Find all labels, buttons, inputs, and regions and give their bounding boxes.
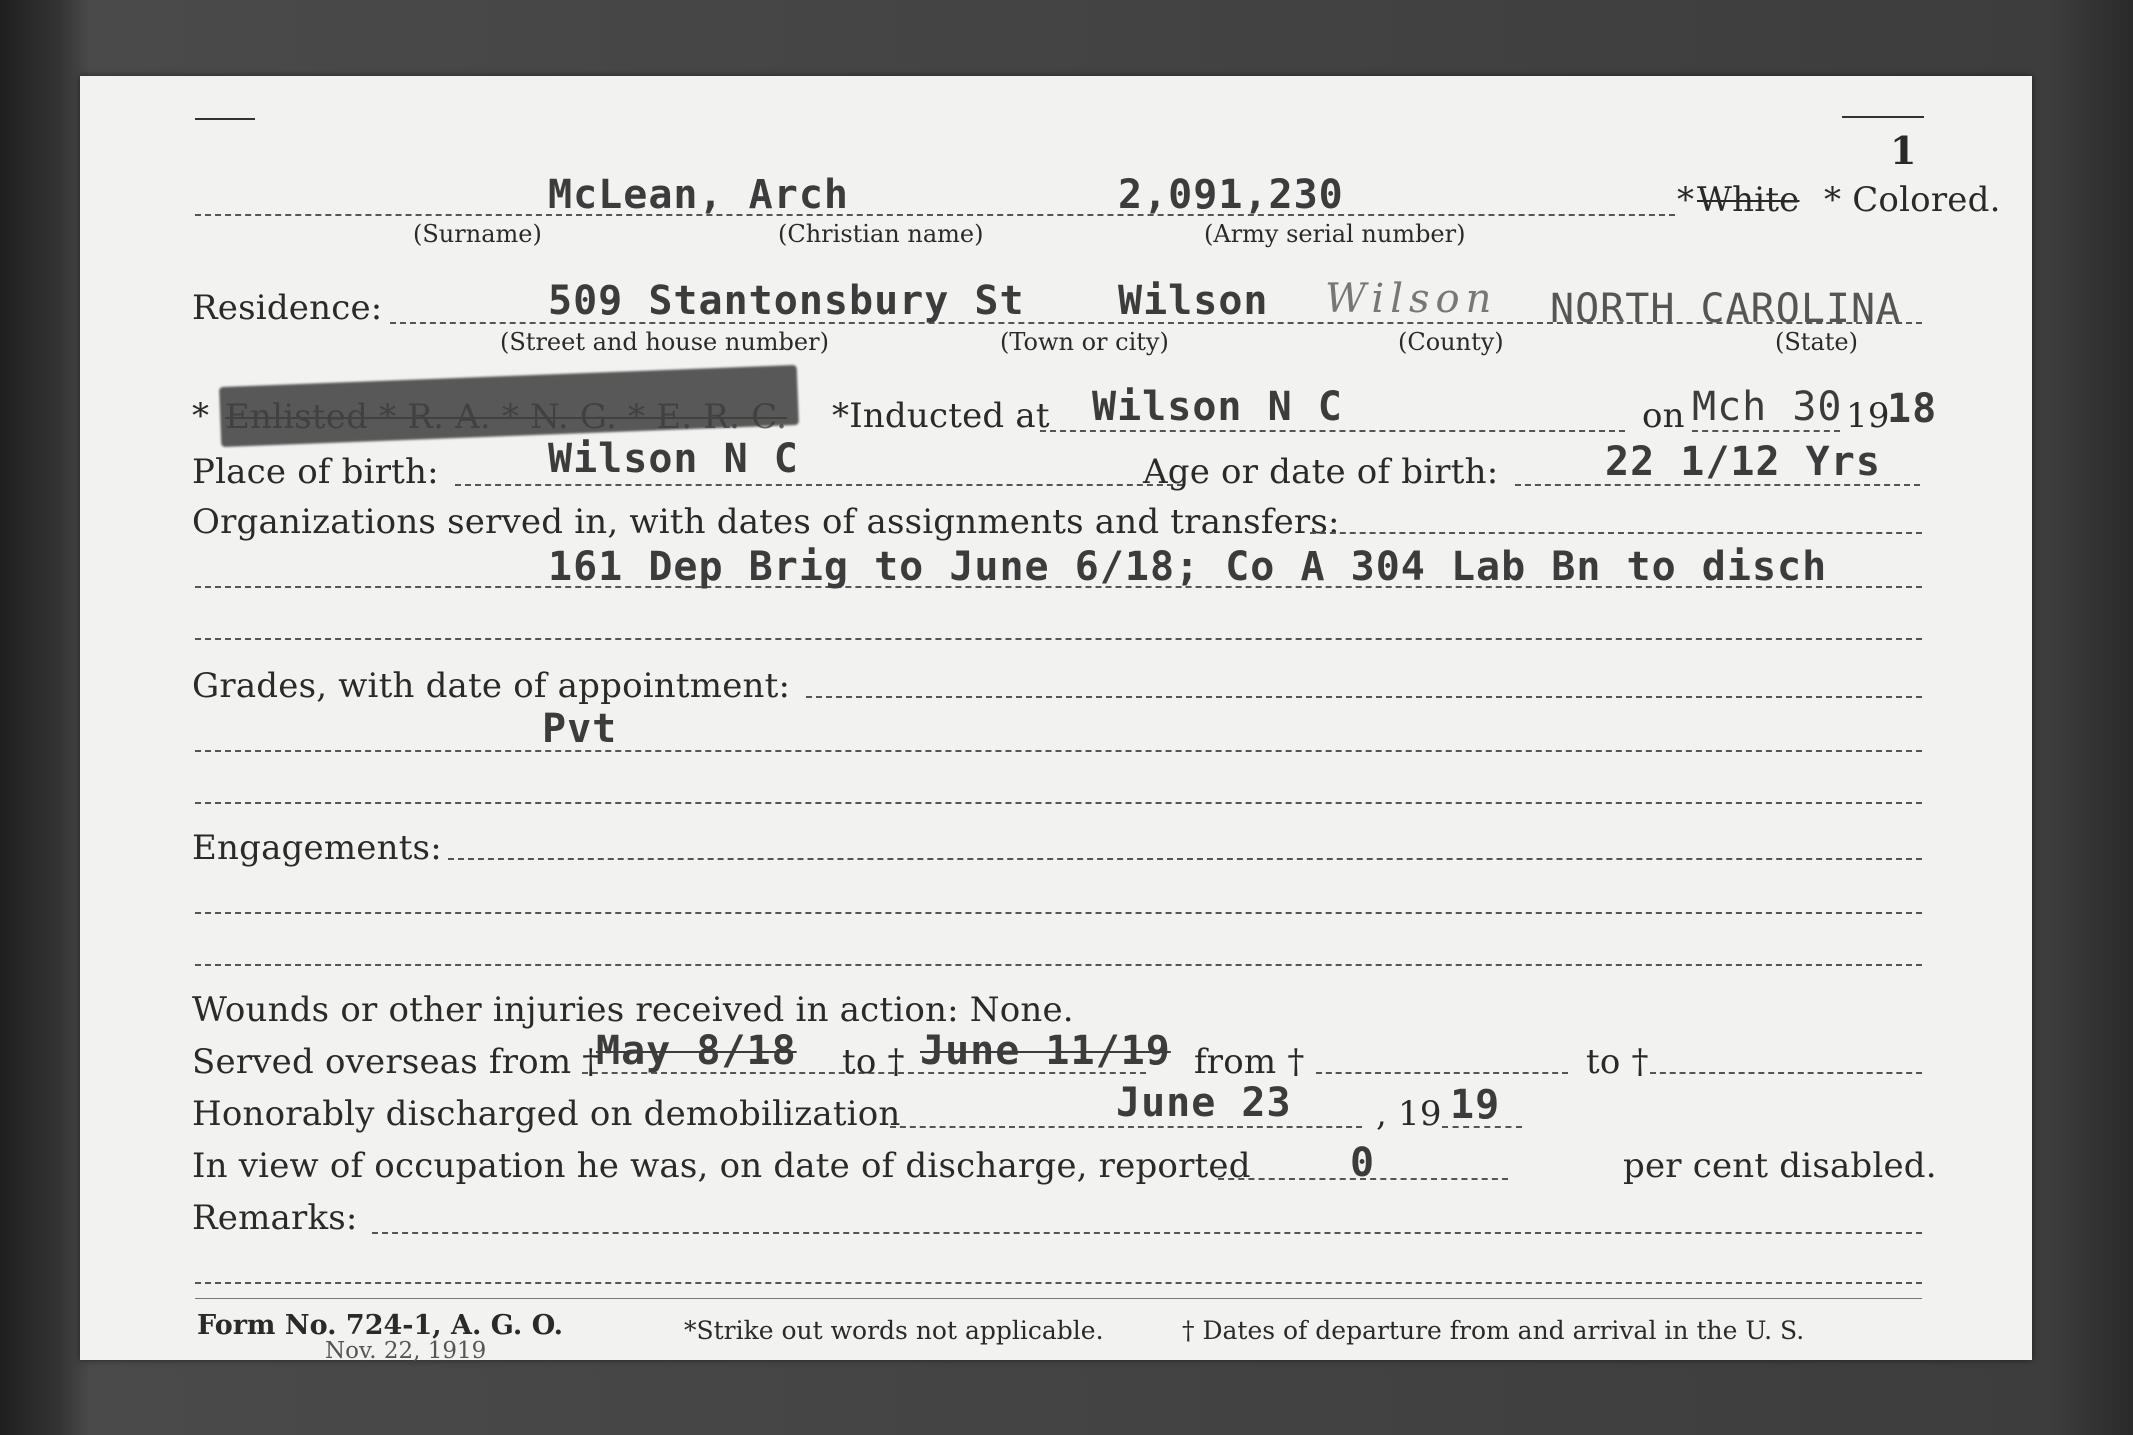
grades-line-1 <box>806 696 1922 698</box>
form-date: Nov. 22, 1919 <box>325 1338 487 1364</box>
organizations-value: 161 Dep Brig to June 6/18; Co A 304 Lab Bn to disch <box>548 544 1828 590</box>
remarks-line-1 <box>372 1232 1922 1234</box>
grades-line-2 <box>195 750 1922 752</box>
name-line <box>195 214 1675 216</box>
card-number: 1 <box>1890 128 1917 173</box>
birth-place: Wilson N C <box>548 436 799 482</box>
birth-age: 22 1/12 Yrs <box>1605 439 1881 485</box>
overseas-to2-label: to † <box>1586 1042 1649 1082</box>
residence-state: NORTH CAROLINA <box>1550 286 1902 332</box>
overseas-to-date: June 11/19 <box>920 1028 1171 1074</box>
organizations-line-1 <box>1310 532 1922 534</box>
disability-value: 0 <box>1350 1140 1376 1186</box>
race-white-struck: White <box>1697 180 1800 220</box>
race-asterisk: * <box>1677 180 1695 220</box>
race-colored: * Colored. <box>1824 180 2001 220</box>
induction-place: Wilson N C <box>1092 384 1343 430</box>
caption-surname: (Surname) <box>413 220 542 248</box>
surname-value: McLean, Arch <box>548 172 849 218</box>
grades-line-3 <box>195 802 1922 804</box>
engagements-line-1 <box>448 858 1922 860</box>
per-cent-label: per cent disabled. <box>1623 1146 1937 1186</box>
discharge-date: June 23 <box>1116 1080 1292 1126</box>
wounds-label: Wounds or other injuries received in action: None. <box>192 990 1074 1030</box>
discharge-date-line <box>890 1126 1362 1128</box>
overseas-from2-line <box>1316 1072 1568 1074</box>
induction-year-prefix: 19 <box>1846 396 1890 436</box>
enlisted-asterisk: * <box>192 396 210 436</box>
form-number: Form No. 724-1, A. G. O. <box>197 1310 564 1341</box>
caption-state: (State) <box>1775 328 1858 356</box>
occupation-label: In view of occupation he was, on date of discharge, reported <box>192 1146 1251 1186</box>
engagements-line-3 <box>195 964 1922 966</box>
engagements-label: Engagements: <box>192 828 442 868</box>
footer-note-strike: *Strike out words not applicable. <box>684 1316 1104 1345</box>
caption-christian-name: (Christian name) <box>778 220 984 248</box>
corner-mark-left <box>195 118 255 120</box>
grades-value: Pvt <box>542 706 618 752</box>
organizations-line-3 <box>195 638 1922 640</box>
induction-date-line <box>1692 430 1840 432</box>
corner-mark-right <box>1842 116 1924 118</box>
residence-town: Wilson <box>1118 278 1269 324</box>
residence-label: Residence: <box>192 288 383 328</box>
caption-town: (Town or city) <box>1000 328 1169 356</box>
service-record-card <box>80 76 2032 1364</box>
footer-rule <box>195 1298 1922 1299</box>
overseas-from2-label: from † <box>1194 1042 1305 1082</box>
organizations-label: Organizations served in, with dates of assignments and transfers: <box>192 502 1340 542</box>
inducted-at-label: *Inducted at <box>832 396 1050 436</box>
residence-street: 509 Stantonsbury St <box>548 278 1025 324</box>
overseas-from-date: May 8/18 <box>596 1028 797 1074</box>
footer-note-dates: † Dates of departure from and arrival in the U. S. <box>1182 1316 1805 1345</box>
engagements-line-2 <box>195 912 1922 914</box>
place-of-birth-line <box>455 484 1183 486</box>
caption-serial: (Army serial number) <box>1204 220 1466 248</box>
enlisted-struck: Enlisted * R. A. * N. G. * E. R. C. <box>225 397 788 437</box>
age-label: Age or date of birth: <box>1143 452 1499 492</box>
remarks-label: Remarks: <box>192 1198 358 1238</box>
serial-number-value: 2,091,230 <box>1118 172 1344 218</box>
induction-date: Mch 30 <box>1692 384 1843 430</box>
caption-county: (County) <box>1398 328 1504 356</box>
discharge-year: 19 <box>1450 1082 1501 1128</box>
on-label: on <box>1642 396 1685 436</box>
induction-year: 18 <box>1887 386 1938 432</box>
overseas-to-label: to † <box>842 1042 905 1082</box>
overseas-to2-line <box>1650 1072 1922 1074</box>
remarks-line-2 <box>195 1282 1922 1284</box>
served-overseas-label: Served overseas from † <box>192 1042 600 1082</box>
grades-label: Grades, with date of appointment: <box>192 666 791 706</box>
discharged-label: Honorably discharged on demobilization <box>192 1094 901 1134</box>
place-of-birth-label: Place of birth: <box>192 452 439 492</box>
residence-county-handwritten: Wilson <box>1325 276 1498 322</box>
discharge-year-prefix: , 19 <box>1376 1094 1442 1134</box>
inducted-line <box>1040 430 1625 432</box>
caption-street: (Street and house number) <box>500 328 829 356</box>
